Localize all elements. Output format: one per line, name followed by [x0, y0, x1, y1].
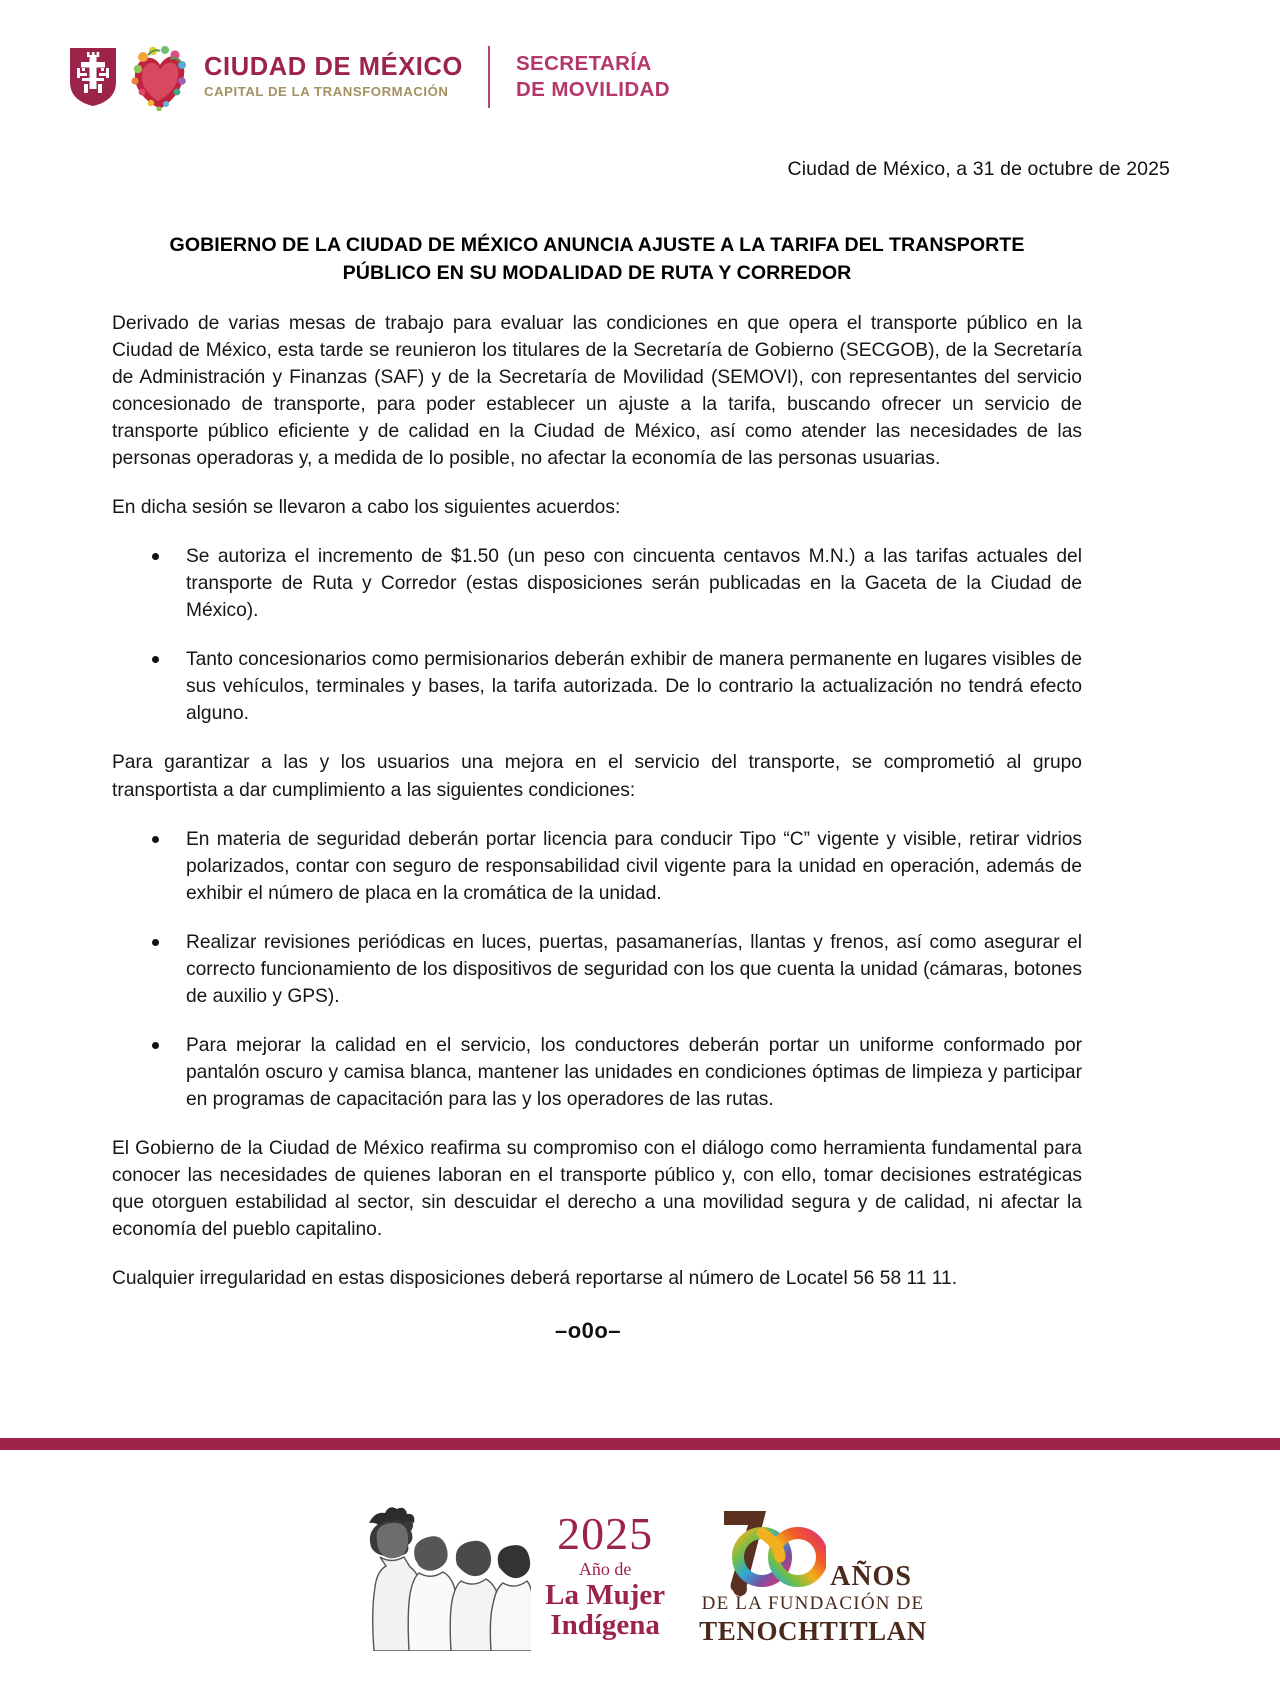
- brand-title: CIUDAD DE MÉXICO: [204, 53, 463, 82]
- secretaria-line-1: SECRETARÍA: [515, 52, 652, 76]
- tenochtitlan-line-3: TENOCHTITLAN: [699, 1615, 927, 1646]
- mujer-year: 2025: [557, 1508, 654, 1559]
- page-title: GOBIERNO DE LA CIUDAD DE MÉXICO ANUNCIA AJUSTE A LA TARIFA DEL TRANSPORTE PÚBLICO EN SU MODALIDAD DE RUTA Y CORREDOR: [169, 234, 1025, 284]
- footer-accent-bar: [0, 1438, 1280, 1450]
- footer-logos: [0, 1455, 1280, 1696]
- cdmx-floral-heart-icon: [130, 43, 188, 111]
- tenochtitlan-logo: [699, 1496, 927, 1656]
- list-item: En materia de seguridad deberán portar licencia para conducir Tipo “C” vigente y visible, retirar vidrios polarizados, contar con seguro de responsabilidad civil vigente para la unidad en operación, además de exhibir el número de placa en la cromática de la unidad.: [112, 826, 1082, 907]
- document-header: [68, 38, 670, 116]
- document-end-separator: –o0o–: [554, 1318, 622, 1344]
- mujer-line-3: Indígena: [550, 1609, 660, 1641]
- header-vertical-divider: [488, 46, 490, 108]
- document-body: [112, 232, 1082, 1344]
- list-condiciones: [112, 826, 1082, 1114]
- paragraph-acuerdos-lead: En dicha sesión se llevaron a cabo los siguientes acuerdos:: [112, 497, 621, 518]
- brand-text-block: [204, 54, 463, 100]
- mujer-ano-de: Año de: [578, 1559, 632, 1579]
- list-item: Realizar revisiones periódicas en luces, puertas, pasamanerías, llantas y frenos, así como asegurar el correcto funcionamiento de los dispositivos de seguridad con los que cuenta la unidad (cámaras, botones de auxilio y GPS).: [112, 929, 1082, 1010]
- list-acuerdos: [112, 543, 1082, 727]
- secretaria-line-2: DE MOVILIDAD: [515, 78, 670, 101]
- mujer-indigena-wordmark: [545, 1508, 666, 1641]
- mujer-line-2: La Mujer: [545, 1579, 666, 1611]
- secretaria-block: [516, 51, 670, 102]
- list-item: Para mejorar la calidad en el servicio, los conductores deberán portar un uniforme conformado por pantalón oscuro y camisa blanca, mantener las unidades en condiciones óptimas de limpieza y participar en programas de capacitación para las y los operadores de las rutas.: [112, 1032, 1082, 1113]
- paragraph-compromiso: El Gobierno de la Ciudad de México reafirma su compromiso con el diálogo como herramienta fundamental para conocer las necesidades de quienes laboran en el transporte público y, con ello, tomar decisiones estratégicas que otorguen estabilidad al sector, sin descuidar el derecho a una movilidad segura y de calidad, ni afectar la economía del pueblo capitalino.: [112, 1138, 1082, 1241]
- mujer-indigena-logo: [353, 1501, 665, 1651]
- list-item: Tanto concesionarios como permisionarios deberán exhibir de manera permanente en lugares visibles de sus vehículos, terminales y bases, la tarifa autorizada. De lo contrario la actualización no tendrá efecto alguno.: [112, 646, 1082, 727]
- 700-anniversary-rainbow-icon: [714, 1505, 826, 1597]
- brand-subtitle: CAPITAL DE LA TRANSFORMACIÓN: [204, 83, 449, 99]
- paragraph-intro: Derivado de varias mesas de trabajo para evaluar las condiciones en que opera el transporte público en la Ciudad de México, esta tarde se reunieron los titulares de la Secretaría de Gobierno (SECGOB), de la Secretaría de Administración y Finanzas (SAF) y de la Secretaría de Movilidad (SEMOVI), con representantes del servicio concesionado de transporte, para poder establecer un ajuste a la tarifa, buscando ofrecer un servicio de transporte público eficiente y de calidad en la Ciudad de México, así como atender las necesidades de las personas operadoras y, a medida de lo posible, no afectar la economía de las personas usuarias.: [112, 312, 1082, 469]
- tenochtitlan-anios: AÑOS: [830, 1560, 912, 1592]
- paragraph-locatel: Cualquier irregularidad en estas disposiciones deberá reportarse al número de Locatel 56 58 11 11.: [112, 1268, 958, 1290]
- cdmx-shield-icon: [68, 46, 118, 108]
- paragraph-condiciones-lead: Para garantizar a las y los usuarios una mejora en el servicio del transporte, se comprometió al grupo transportista a dar cumplimiento a las siguientes condiciones:: [112, 752, 1082, 801]
- tenochtitlan-mark-row: [714, 1505, 912, 1597]
- indigenous-women-illustration: [353, 1501, 531, 1651]
- document-date: Ciudad de México, a 31 de octubre de 2025: [787, 158, 1170, 180]
- tenochtitlan-line-2: DE LA FUNDACIÓN DE: [701, 1592, 925, 1614]
- list-item: Se autoriza el incremento de $1.50 (un peso con cincuenta centavos M.N.) a las tarifas actuales del transporte de Ruta y Corredor (estas disposiciones serán publicadas en la Gaceta de la Ciudad de México).: [112, 543, 1082, 624]
